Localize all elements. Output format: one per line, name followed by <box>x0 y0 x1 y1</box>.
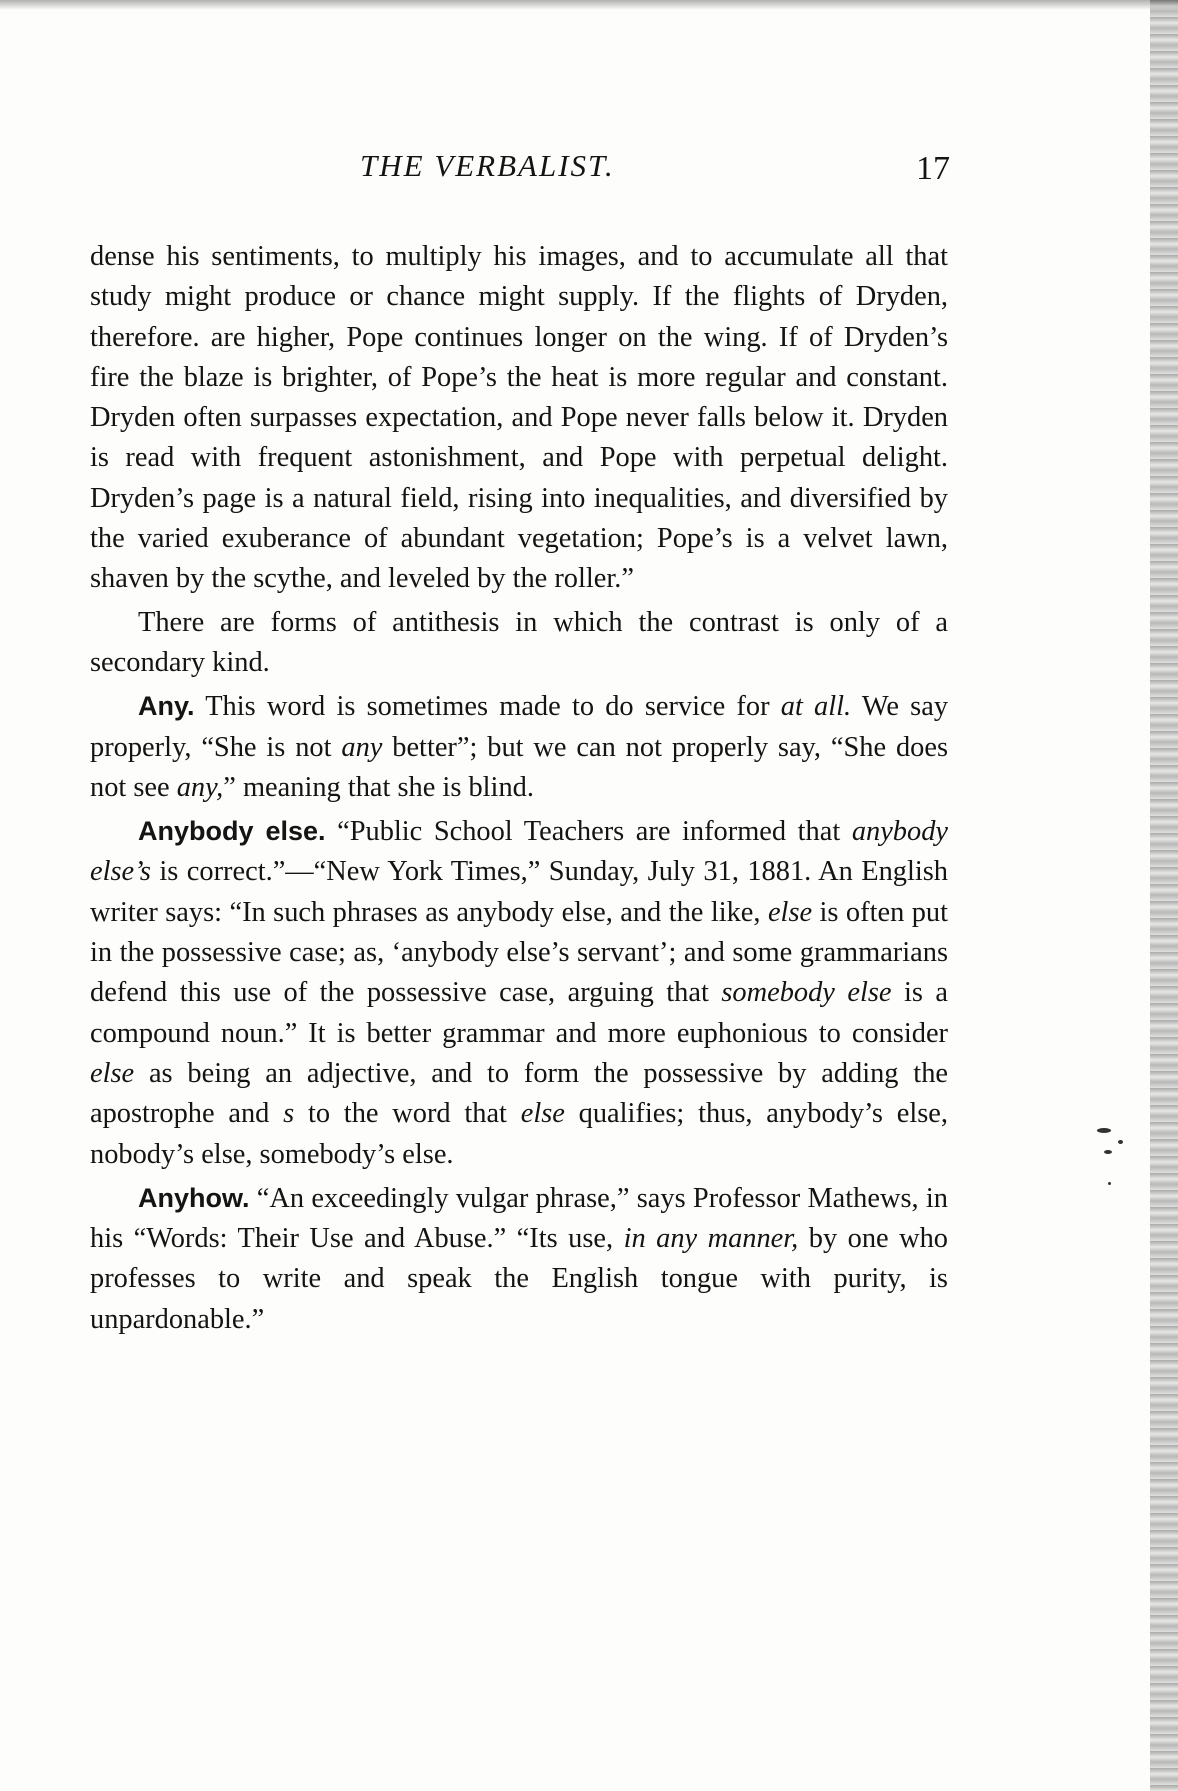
scan-speck <box>1104 1150 1112 1154</box>
entry-italic: else <box>90 1057 135 1089</box>
entry-text: “An exceedingly vulgar phrase,” says Professor Mathews, in his “Words: Their Use and Abuse.” “Its use, <box>90 1182 948 1255</box>
entry-text: ” meaning that she is blind. <box>223 771 534 803</box>
entry-anybody-else <box>90 811 948 1175</box>
page-number: 17 <box>916 150 950 187</box>
entry-italic: anybody else’s <box>90 816 948 888</box>
running-head <box>90 148 950 198</box>
entry-italic: in any manner, <box>623 1223 799 1255</box>
scan-speck <box>1097 1128 1111 1133</box>
entry-italic: somebody else <box>721 977 892 1009</box>
scan-speck <box>1108 1182 1111 1185</box>
scan-edge-right <box>1150 0 1178 1791</box>
entry-text: This word is sometimes made to do service for <box>194 691 781 723</box>
body-text <box>90 237 948 1343</box>
entry-term: Anyhow. <box>138 1182 250 1213</box>
entry-text: as being an adjective, and to form the possessive by adding the apostrophe and <box>90 1057 948 1130</box>
entry-text: is a compound noun.” It is better grammar and more euphonious to consider <box>90 977 948 1049</box>
entry-text: by one who professes to write and speak the English tongue with purity, is unpardonable.” <box>90 1223 948 1335</box>
paragraph-text: dense his sentiments, to multiply his images, and to accumulate all that study might produce or chance might supply. If the flights of Dryden, therefore. are higher, Pope continues longer on the wing. If of Dryden’s fire the blaze is brighter, of Pope’s the heat is more regular and constant. Dryden often surpasses expectation, and Pope never falls below it. Dryden is read with frequent astonishment, and Pope with perpetual delight. Dryden’s page is a natural field, rising into inequalities, and diversified by the varied exuberance of abundant vegetation; Pope’s is a velvet lawn, shaven by the scythe, and leveled by the roller.” <box>90 241 948 595</box>
entry-anyhow <box>90 1178 948 1340</box>
scan-edge-top <box>0 0 1178 10</box>
entry-text: is often put in the possessive case; as, ‘anybody else’s servant’; and some grammarians defend this use of the possessive case, arguing that <box>90 896 948 1009</box>
entry-text: to the word that <box>294 1098 521 1130</box>
paragraph-antithesis <box>90 603 948 684</box>
entry-any <box>90 686 948 808</box>
entry-text: We say properly, “She is not <box>90 691 949 763</box>
entry-text: is correct.”—“New York Times,” Sunday, July 31, 1881. An English writer says: “In such phrases as anybody else, and the like, <box>90 856 948 928</box>
entry-term: Any. <box>138 691 195 722</box>
paragraph-quote-continuation <box>90 237 948 600</box>
entry-text: qualifies; thus, anybody’s else, nobody’s else, somebody’s else. <box>90 1098 948 1170</box>
entry-italic: any, <box>176 771 224 803</box>
entry-italic: at all. <box>780 691 852 723</box>
entry-italic: any <box>341 731 383 763</box>
entry-italic: s <box>283 1098 295 1130</box>
running-title: THE VERBALIST. <box>360 148 615 183</box>
entry-italic: else <box>767 896 813 928</box>
entry-italic: else <box>520 1098 565 1130</box>
entry-text: “Public School Teachers are informed that <box>325 816 852 848</box>
entry-term: Anybody else. <box>138 816 326 847</box>
paragraph-text: There are forms of antithesis in which the contrast is only of a secondary kind. <box>90 606 948 678</box>
scan-speck <box>1118 1140 1123 1144</box>
entry-text: better”; but we can not properly say, “She does not see <box>90 731 948 803</box>
